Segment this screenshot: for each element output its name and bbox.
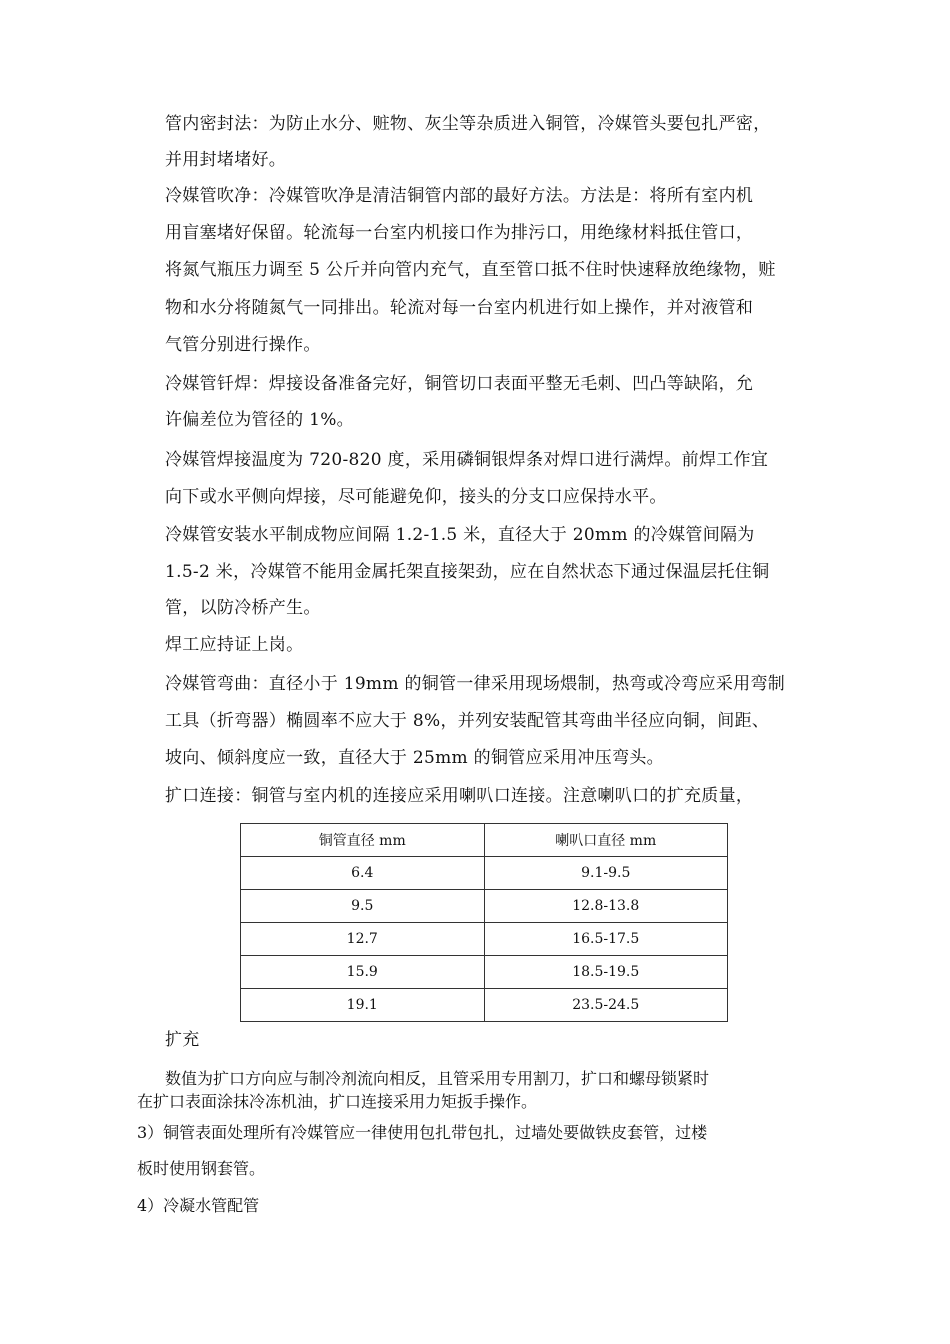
table-cell: 9.5 [241,890,485,923]
paragraph-line: 4）冷凝水管配管 [137,1196,260,1215]
table-row [241,956,728,989]
table-row [241,857,728,890]
table-cell: 15.9 [241,956,485,989]
paragraph-line: 气管分别进行操作。 [165,335,321,355]
table-cell: 12.7 [241,923,485,956]
paragraph-line: 扩口连接：铜管与室内机的连接应采用喇叭口连接。注意喇叭口的扩充质量， [165,786,754,806]
table-cell: 16.5-17.5 [484,923,728,956]
paragraph-line: 物和水分将随氮气一同排出。轮流对每一台室内机进行如上操作，并对液管和 [165,298,754,318]
table-row [241,923,728,956]
paragraph-line: 管，以防冷桥产生。 [165,598,321,618]
paragraph-line: 冷媒管焊接温度为 720-820 度，采用磷铜银焊条对焊口进行满焊。前焊工作宜 [165,450,769,470]
column-header-pipe-diameter: 铜管直径 mm [241,824,485,857]
table-cell: 9.1-9.5 [484,857,728,890]
paragraph-line: 许偏差位为管径的 1%。 [165,410,354,430]
flare-diameter-table [240,823,728,1022]
paragraph-line: 板时使用钢套管。 [137,1159,266,1178]
table-row [241,890,728,923]
paragraph-line: 冷媒管钎焊：焊接设备准备完好，铜管切口表面平整无毛刺、凹凸等缺陷，允 [165,374,754,394]
table-cell: 19.1 [241,989,485,1022]
paragraph-line: 并用封堵堵好。 [165,150,287,170]
paragraph-line: 3）铜管表面处理所有冷媒管应一律使用包扎带包扎，过墙处要做铁皮套管，过楼 [137,1123,708,1142]
table-row [241,989,728,1022]
paragraph-line: 向下或水平侧向焊接，尽可能避免仰，接头的分支口应保持水平。 [165,487,667,507]
table-header-row [241,824,728,857]
column-header-flare-diameter: 喇叭口直径 mm [484,824,728,857]
table-cell: 23.5-24.5 [484,989,728,1022]
table-cell: 18.5-19.5 [484,956,728,989]
paragraph-line: 工具（折弯器）椭圆率不应大于 8%，并列安装配管其弯曲半径应向铜，间距、 [165,711,770,731]
paragraph-line: 冷媒管安装水平制成物应间隔 1.2-1.5 米，直径大于 20mm 的冷媒管间隔为 [165,525,755,545]
paragraph-line: 数值为扩口方向应与制冷剂流向相反，且管采用专用割刀，扩口和螺母锁紧时 [165,1069,710,1088]
paragraph-line: 焊工应持证上岗。 [165,635,304,655]
paragraph-line: 冷媒管弯曲：直径小于 19mm 的铜管一律采用现场煨制，热弯或冷弯应采用弯制 [165,674,786,694]
table-cell: 6.4 [241,857,485,890]
paragraph-line: 用盲塞堵好保留。轮流每一台室内机接口作为排污口，用绝缘材料抵住管口， [165,223,754,243]
paragraph-line: 将氮气瓶压力调至 5 公斤并向管内充气，直至管口抵不住时快速释放绝缘物，赃 [165,260,776,280]
paragraph-line: 冷媒管吹净：冷媒管吹净是清洁铜管内部的最好方法。方法是：将所有室内机 [165,186,754,206]
paragraph-line: 管内密封法：为防止水分、赃物、灰尘等杂质进入铜管，冷媒管头要包扎严密， [165,114,771,134]
paragraph-line: 1.5-2 米，冷媒管不能用金属托架直接架劲，应在自然状态下通过保温层托住铜 [165,562,770,582]
paragraph-line: 扩充 [165,1030,200,1050]
table-cell: 12.8-13.8 [484,890,728,923]
paragraph-line: 在扩口表面涂抹冷冻机油，扩口连接采用力矩扳手操作。 [137,1092,538,1111]
paragraph-line: 坡向、倾斜度应一致，直径大于 25mm 的铜管应采用冲压弯头。 [165,748,664,768]
